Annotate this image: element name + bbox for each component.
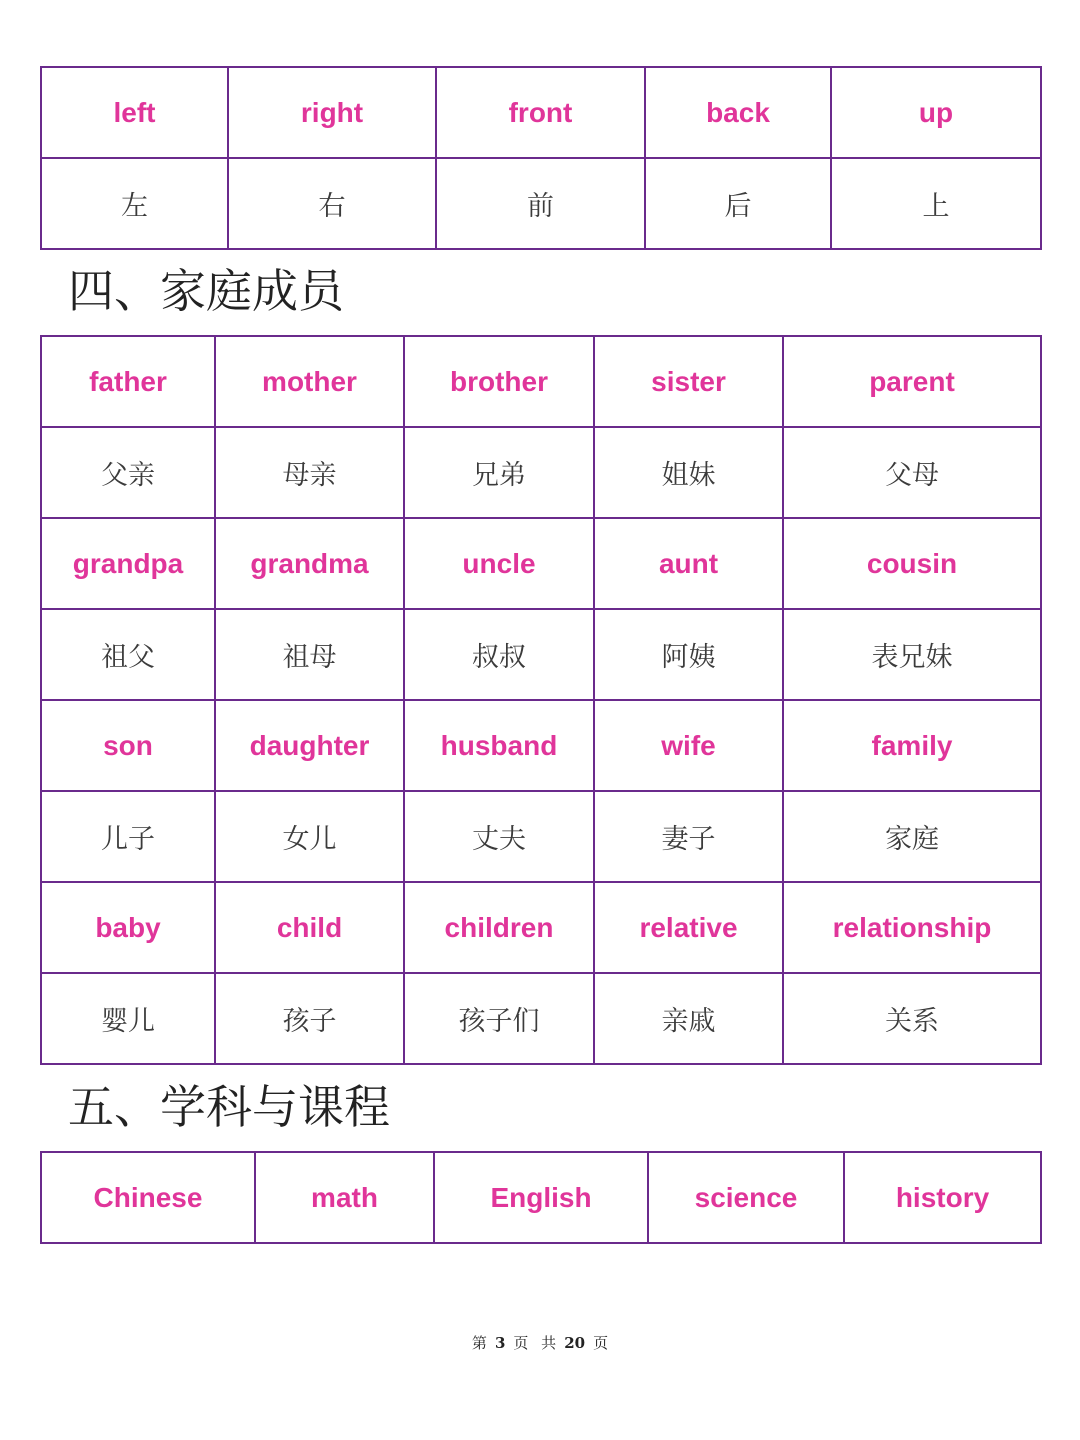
chinese-meaning-cell: 亲戚	[594, 973, 783, 1064]
english-word-cell: Chinese	[41, 1152, 255, 1243]
table-row	[41, 973, 1041, 1064]
english-word-cell: grandpa	[41, 518, 215, 609]
english-word-cell: son	[41, 700, 215, 791]
subjects-table	[40, 1151, 1042, 1244]
english-word-cell: sister	[594, 336, 783, 427]
english-word-cell: cousin	[783, 518, 1041, 609]
chinese-meaning-cell: 孩子	[215, 973, 404, 1064]
english-word-cell: wife	[594, 700, 783, 791]
chinese-meaning-cell: 妻子	[594, 791, 783, 882]
english-word-cell: front	[436, 67, 645, 158]
chinese-meaning-cell: 家庭	[783, 791, 1041, 882]
table-row	[41, 158, 1041, 249]
page-footer	[0, 1332, 1080, 1353]
english-word-cell: science	[648, 1152, 844, 1243]
table-row	[41, 882, 1041, 973]
table-row	[41, 1152, 1041, 1243]
footer-page-unit: 页	[513, 1334, 529, 1352]
chinese-meaning-cell: 姐妹	[594, 427, 783, 518]
chinese-meaning-cell: 前	[436, 158, 645, 249]
chinese-meaning-cell: 祖父	[41, 609, 215, 700]
family-table	[40, 335, 1042, 1065]
chinese-meaning-cell: 关系	[783, 973, 1041, 1064]
english-word-cell: brother	[404, 336, 594, 427]
english-word-cell: math	[255, 1152, 434, 1243]
footer-total-word: 共	[541, 1334, 557, 1352]
footer-page-word: 第	[471, 1334, 487, 1352]
chinese-meaning-cell: 左	[41, 158, 228, 249]
english-word-cell: up	[831, 67, 1041, 158]
english-word-cell: grandma	[215, 518, 404, 609]
chinese-meaning-cell: 后	[645, 158, 831, 249]
english-word-cell: right	[228, 67, 436, 158]
section-title-family: 四、家庭成员	[68, 264, 344, 318]
total-page-number: 20	[564, 1334, 586, 1352]
chinese-meaning-cell: 儿子	[41, 791, 215, 882]
english-word-cell: English	[434, 1152, 648, 1243]
table-row	[41, 336, 1041, 427]
english-word-cell: back	[645, 67, 831, 158]
english-word-cell: baby	[41, 882, 215, 973]
direction-table	[40, 66, 1042, 250]
chinese-meaning-cell: 女儿	[215, 791, 404, 882]
english-word-cell: aunt	[594, 518, 783, 609]
chinese-meaning-cell: 孩子们	[404, 973, 594, 1064]
chinese-meaning-cell: 叔叔	[404, 609, 594, 700]
footer-total-unit: 页	[593, 1334, 609, 1352]
chinese-meaning-cell: 阿姨	[594, 609, 783, 700]
english-word-cell: children	[404, 882, 594, 973]
english-word-cell: child	[215, 882, 404, 973]
english-word-cell: relative	[594, 882, 783, 973]
english-word-cell: left	[41, 67, 228, 158]
table-row	[41, 609, 1041, 700]
section-title-subjects: 五、学科与课程	[68, 1080, 390, 1134]
english-word-cell: father	[41, 336, 215, 427]
english-word-cell: uncle	[404, 518, 594, 609]
english-word-cell: history	[844, 1152, 1041, 1243]
chinese-meaning-cell: 父亲	[41, 427, 215, 518]
english-word-cell: daughter	[215, 700, 404, 791]
chinese-meaning-cell: 右	[228, 158, 436, 249]
english-word-cell: relationship	[783, 882, 1041, 973]
chinese-meaning-cell: 母亲	[215, 427, 404, 518]
chinese-meaning-cell: 表兄妹	[783, 609, 1041, 700]
chinese-meaning-cell: 丈夫	[404, 791, 594, 882]
chinese-meaning-cell: 祖母	[215, 609, 404, 700]
chinese-meaning-cell: 婴儿	[41, 973, 215, 1064]
table-row	[41, 700, 1041, 791]
table-row	[41, 67, 1041, 158]
table-row	[41, 518, 1041, 609]
chinese-meaning-cell: 上	[831, 158, 1041, 249]
chinese-meaning-cell: 兄弟	[404, 427, 594, 518]
english-word-cell: husband	[404, 700, 594, 791]
table-row	[41, 427, 1041, 518]
english-word-cell: mother	[215, 336, 404, 427]
table-row	[41, 791, 1041, 882]
current-page-number: 3	[494, 1334, 506, 1352]
chinese-meaning-cell: 父母	[783, 427, 1041, 518]
english-word-cell: parent	[783, 336, 1041, 427]
english-word-cell: family	[783, 700, 1041, 791]
